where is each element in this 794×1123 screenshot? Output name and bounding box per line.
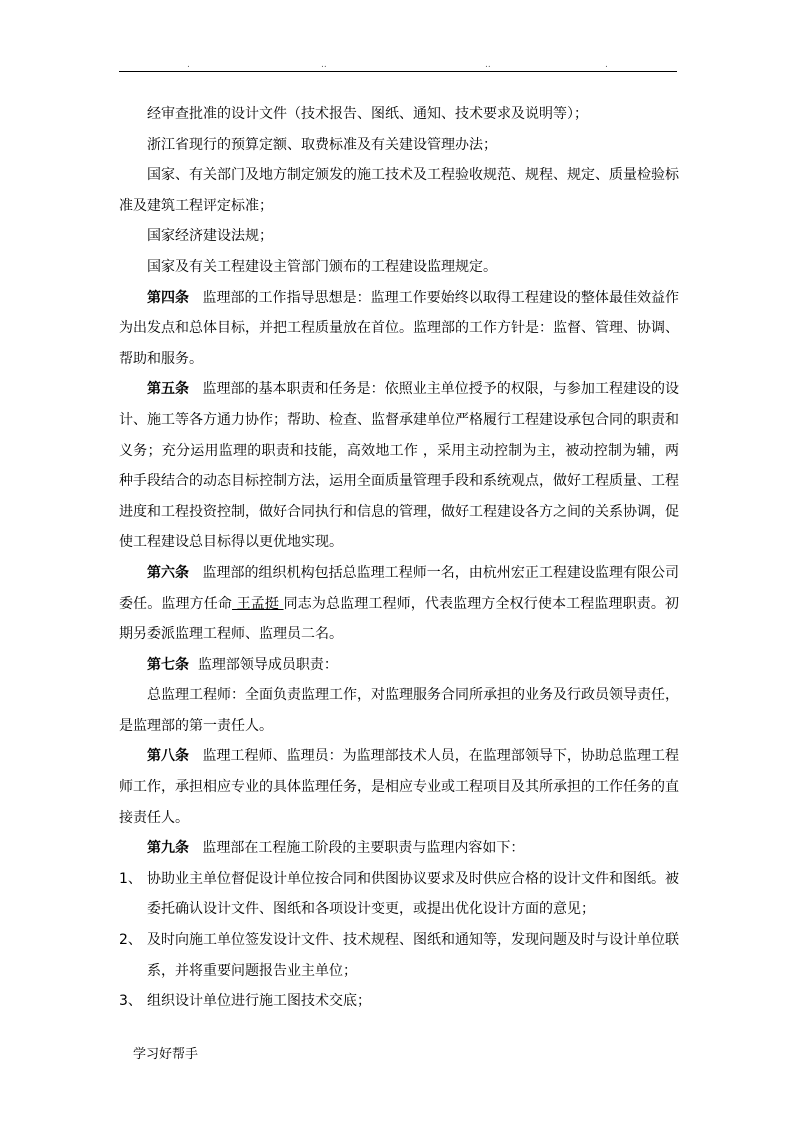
article-label: 第四条 [147,289,190,306]
paragraph-text: 国家及有关工程建设主管部门颁布的工程建设监理规定。 [147,258,497,275]
article-label: 第六条 [147,564,190,581]
list-item [119,925,679,986]
list-line: 协助业主单位督促设计单位按合同和供图协议要求及时供应合格的设计文件和图纸。被 [147,870,679,887]
article-label: 第七条 [147,656,189,673]
paragraph [119,252,679,283]
list-number: 3、 [119,993,142,1010]
article-8 [119,741,679,833]
list-line: 及时向施工单位签发设计文件、技术规程、图纸和通知等，发现问题及时与设计单位联 [147,932,679,949]
paragraph [119,680,679,741]
list-number: 1、 [119,870,142,887]
list-line: 组织设计单位进行施工图技术交底； [147,993,371,1010]
paragraph-text: 国家经济建设法规； [147,228,273,245]
list-text [147,864,679,925]
article-label: 第八条 [147,748,190,765]
header-mark: . [187,60,190,70]
list-item [119,864,679,925]
paragraph [119,160,679,221]
article-label: 第五条 [147,381,190,398]
paragraph [119,99,679,130]
document-body [119,99,679,1017]
article-text: 监理工程师、监理员：为监理部技术人员，在监理部领导下，协助总监理工程师工作，承担相应专业的具体监理任务，是相应专业或工程项目及其所承担的工作任务的直接责任人。 [119,748,680,826]
article-text: 监理部领导成员职责： [197,656,338,673]
article-9 [119,833,679,864]
paragraph [119,221,679,252]
paragraph-text: 经审查批准的设计文件（技术报告、图纸、通知、技术要求及说明等）； [147,106,588,122]
chief-engineer-name: 王孟挺 [232,595,284,612]
article-4 [119,283,679,375]
article-text: 监理部在工程施工阶段的主要职责与监理内容如下： [202,840,525,857]
article-6 [119,558,679,650]
list-line: 委托确认设计文件、图纸和各项设计变更，或提出优化设计方面的意见； [147,901,595,918]
list-text [147,925,679,986]
header-mark: . [605,60,608,70]
footer-text: 学习好帮手 [133,1047,199,1062]
article-text: 监理部的基本职责和任务是：依照业主单位授予的权限，与参加工程建设的设计、施工等各方通力协作；帮助、检查、监督承建单位严格履行工程建设承包合同的职责和义务；充分运用监理的职责和技能，高效地工作 ，采用主动控制为主，被动控制为辅，两种手段结合的动态目标控制方法，运用全面质量管理手段和系统观点，做好工程质量、工程进度和工程投资控制，做好合同执行和信息的管理，做好工程建设各方之间的关系协调，促使工程建设总目标得以更优地实现。 [119,381,680,551]
article-7 [119,650,679,681]
list-item [119,986,679,1017]
header-marks [119,60,677,70]
paragraph-text: 国家、有关部门及地方制定颁发的施工技术及工程验收规范、规程、规定、质量检验标准及建筑工程评定标准； [119,167,679,214]
article-5 [119,374,679,558]
header-mark: .. [485,60,491,70]
paragraph-text: 浙江省现行的预算定额、取费标准及有关建设管理办法； [147,136,497,153]
article-text: 同志为总监理工程师，代表监理方全权行使本工程监理职责。初期另委派监理工程师、监理员二名。 [119,595,680,643]
list-line: 系，并将重要问题报告业主单位； [147,962,357,979]
article-text: 监理部的组织机构包括总监理工程师一名，由杭州宏正工程建设监理有限公司委任。监理方任命 [119,564,680,612]
header-mark: .. [321,60,327,70]
article-text: 监理部的工作指导思想是：监理工作要始终以取得工程建设的整体最佳效益作为出发点和总体目标，并把工程质量放在首位。监理部的工作方针是：监督、管理、协调、帮助和服务。 [119,289,680,367]
article-label: 第九条 [147,840,189,857]
list-text [147,986,679,1017]
list-number: 2、 [119,932,142,949]
header-rule [119,71,677,72]
paragraph [119,130,679,161]
paragraph-text: 总监理工程师：全面负责监理工作，对监理服务合同所承担的业务及行政员领导责任，是监理部的第一责任人。 [119,687,679,734]
